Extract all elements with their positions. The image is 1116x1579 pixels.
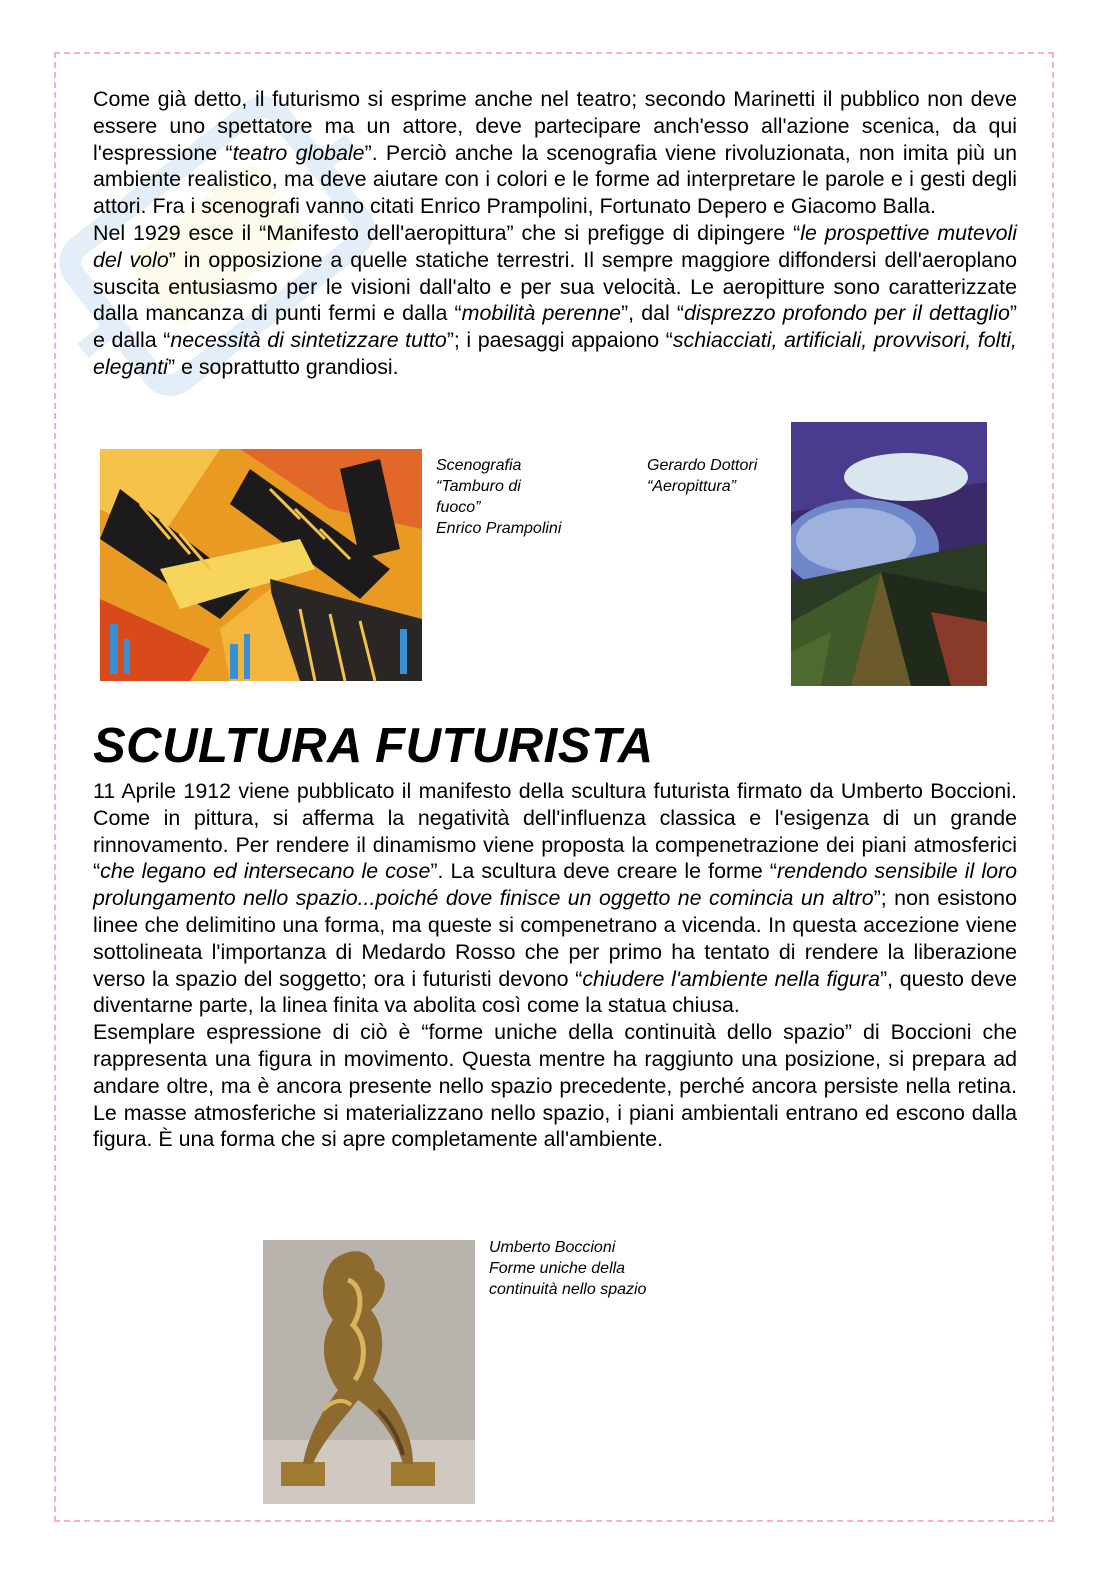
caption-boccioni [489,1237,646,1300]
caption-line: Forme uniche della [489,1260,626,1277]
image-forme-uniche [263,1240,475,1504]
paragraph-aeropittura-text: Nel 1929 esce il “Manifesto dell'aeropittura” che si prefigge di dipingere “le prospettive mutevoli del volo” in opposizione a quelle statiche terrestri. Il sempre maggiore diffondersi dell'aeroplano suscita entusiasmo per le visioni dall'alto e per sua velocità. Le aeropitture sono caratterizzate dalla mancanza di punti fermi e dalla “mobilità perenne”, dal “disprezzo profondo per il dettaglio” e dalla “necessità di sintetizzare tutto”; i paesaggi appaiono “schiacciati, artificiali, provvisori, folti, eleganti” e soprattutto grandiosi. [93,220,1018,379]
paragraph-teatro [93,86,1017,381]
image-tamburo-di-fuoco [100,449,422,681]
caption-line: continuità nello spazio [489,1281,647,1298]
caption-line: Gerardo Dottori [647,457,758,474]
caption-line: Umberto Boccioni [489,1239,616,1256]
paragraph-teatro-text: Come già detto, il futurismo si esprime anche nel teatro; secondo Marinetti il pubblico non deve essere uno spettatore ma un attore, deve partecipare anch'esso all'azione scenica, da qui l'espressione “teatro globale”. Perciò anche la scenografia viene rivoluzionata, non imita più un ambiente realistico, ma deve aiutare con i colori e le forme ad interpretare le parole e i gesti degli attori. Fra i scenografi vanno citati Enrico Prampolini, Fortunato Depero e Giacomo Balla. [93,87,1017,219]
caption-line: fuoco” [436,499,481,516]
caption-line: “Aeropittura” [647,478,736,495]
caption-line: Scenografia [436,457,522,474]
paragraph-boccioni-text: Esemplare espressione di ciò è “forme uniche della continuità dello spazio” di Boccioni che rappresenta una figura in movimento. Questa mentre ha raggiunto una posizione, si prepara ad andare oltre, ma è ancora presente nello spazio precedente, perché ancora persiste nella retina. Le masse atmosferiche si materializzano nello spazio, i piani ambientali entrano ed escono dalla figura. È una forma che si apre completamente all'ambiente. [93,1020,1017,1152]
caption-dottori [647,455,757,497]
paragraph-scultura-text: 11 Aprile 1912 viene pubblicato il manifesto della scultura futurista firmato da Umberto Boccioni. Come in pittura, si afferma la negatività dell'influenza classica e l'esigenza di un grande rinnovamento. Per rendere il dinamismo viene proposta la compenetrazione dei piani atmosferici “che legano ed intersecano le cose”. La scultura deve creare le forme “rendendo sensibile il loro prolungamento nello spazio...poiché dove finisce un oggetto ne comincia un altro”; non esistono linee che delimitino una forma, ma queste si compenetrano a vicenda. In questa accezione viene sottolineata l'importanza di Medardo Rosso che per primo ha tentato di rendere la liberazione verso la spazio del soggetto; ora i futuristi devono “chiudere l'ambiente nella figura”, questo deve diventarne parte, la linea finita va abolita così come la statua chiusa. [93,779,1017,1018]
image-aeropittura [791,422,987,686]
paragraph-scultura [93,778,1017,1153]
caption-line: “Tamburo di [436,478,521,495]
caption-line: Enrico Prampolini [436,520,562,537]
section-heading: SCULTURA FUTURISTA [93,719,654,773]
caption-prampolini [436,455,561,539]
